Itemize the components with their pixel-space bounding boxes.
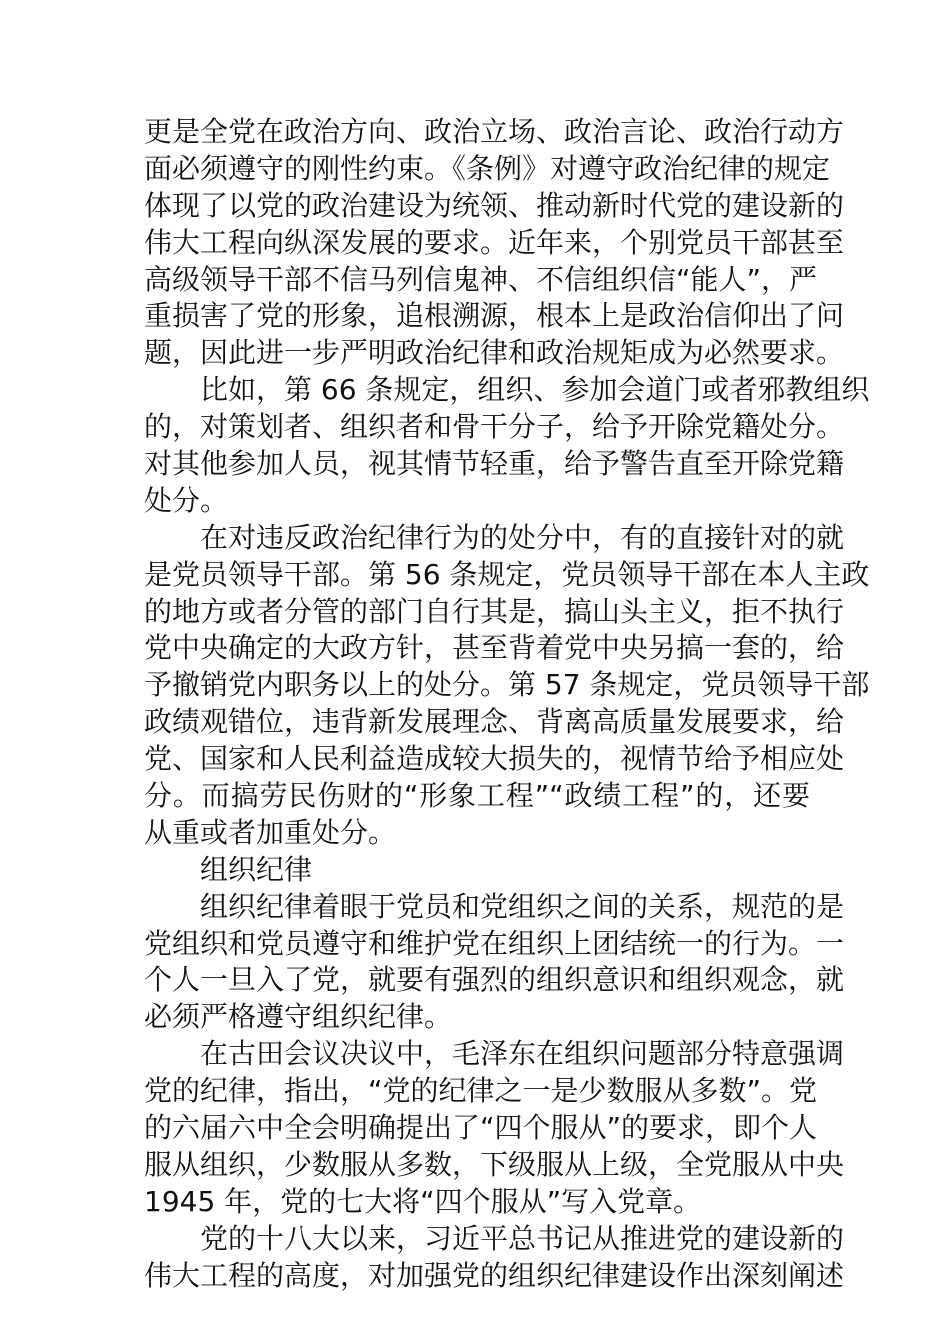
text-line: 党的十八大以来，习近平总书记从推进党的建设新的 [200, 1221, 845, 1255]
text-line: 分。而搞劳民伤财的“形象工程”“政绩工程”的，还要 [144, 779, 810, 813]
paragraph [144, 520, 870, 852]
text-line: 的地方或者分管的部门自行其是，搞山头主义，拒不执行 [144, 594, 845, 628]
text-line: 个人一旦入了党，就要有强烈的组织意识和组织观念，就 [144, 963, 845, 997]
paragraph [144, 889, 845, 1037]
text-line: 伟大工程向纵深发展的要求。近年来，个别党员干部甚至 [144, 225, 845, 259]
paragraph [144, 1221, 845, 1295]
text-line: 服从组织，少数服从多数，下级服从上级，全党服从中央 [144, 1147, 845, 1181]
paragraph [144, 372, 870, 520]
paragraph [144, 1036, 845, 1220]
text-line: 是党员领导干部。第 56 条规定，党员领导干部在本人主政 [144, 557, 870, 591]
text-line: 的，对策划者、组织者和骨干分子，给予开除党籍处分。 [144, 410, 845, 444]
text-line: 党中央确定的大政方针，甚至背着党中央另搞一套的，给 [144, 631, 845, 665]
text-line: 组织纪律着眼于党员和党组织之间的关系，规范的是 [200, 889, 845, 923]
text-line: 对其他参加人员，视其情节轻重，给予警告直至开除党籍 [144, 447, 845, 481]
text-line: 党的纪律，指出，“党的纪律之一是少数服从多数”。党 [144, 1074, 818, 1108]
text-line: 予撤销党内职务以上的处分。第 57 条规定，党员领导干部 [144, 668, 870, 702]
text-line: 处分。 [144, 483, 229, 517]
text-line: 在对违反政治纪律行为的处分中，有的直接针对的就 [200, 520, 845, 554]
paragraph [144, 114, 845, 372]
text-line: 更是全党在政治方向、政治立场、政治言论、政治行动方 [144, 115, 845, 148]
text-line: 党、国家和人民利益造成较大损失的，视情节给予相应处 [144, 742, 845, 776]
text-line: 党组织和党员遵守和维护党在组织上团结统一的行为。一 [144, 926, 845, 960]
heading-text: 组织纪律 [200, 852, 313, 886]
text-line: 题，因此进一步严明政治纪律和政治规矩成为必然要求。 [144, 336, 845, 370]
document-body [144, 114, 870, 1295]
text-line: 体现了以党的政治建设为统领、推动新时代党的建设新的 [144, 188, 845, 222]
text-line: 的六届六中全会明确提出了“四个服从”的要求，即个人 [144, 1111, 818, 1145]
text-line: 必须严格遵守组织纪律。 [144, 1000, 453, 1034]
text-line: 面必须遵守的刚性约束。《条例》对遵守政治纪律的规定 [144, 151, 831, 185]
section-heading [144, 852, 810, 889]
text-line: 从重或者加重处分。 [144, 815, 397, 849]
text-line: 1945 年，党的七大将“四个服从”写入党章。 [144, 1184, 702, 1218]
text-line: 重损害了党的形象，追根溯源，根本上是政治信仰出了问 [144, 299, 845, 333]
text-line: 伟大工程的高度，对加强党的组织纪律建设作出深刻阐述 [144, 1258, 845, 1292]
text-line: 政绩观错位，违背新发展理念、背离高质量发展要求，给 [144, 705, 845, 739]
text-line: 高级领导干部不信马列信鬼神、不信组织信“能人”，严 [144, 262, 818, 296]
text-line: 在古田会议决议中，毛泽东在组织问题部分特意强调 [200, 1037, 845, 1071]
text-line: 比如，第 66 条规定，组织、参加会道门或者邪教组织 [200, 373, 870, 407]
